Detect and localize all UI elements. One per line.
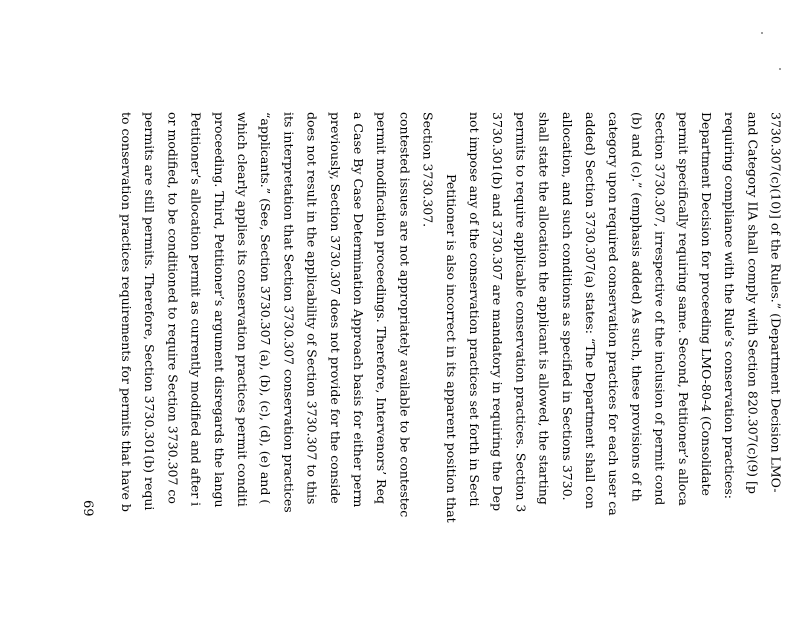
scan-speck (779, 68, 781, 70)
document-line: Department Decision for proceeding LMO-80-4 (Consolidate (699, 112, 714, 496)
document-line: allocation, and such conditions as specified in Sections 3730. (559, 112, 575, 501)
document-line: previously, Section 3730.307 does not provide for the conside (327, 112, 343, 504)
document-line: added) Section 3730.307(a) states: “The Department shall con (583, 112, 598, 509)
document-line: Section 3730.307. (420, 112, 436, 228)
document-line: “applicants.” (See, Section 3730.307 (a), (b), (c), (d), (e) and ( (258, 112, 274, 505)
document-line: permits are still permits. Therefore, Section 3730.301(b) requi (142, 112, 158, 511)
document-line: its interpretation that Section 3730.307 conservation practices (281, 112, 297, 513)
body-text-block (119, 112, 784, 523)
document-line: (b) and (c).” (emphasis added) As such, these provisions of th (629, 112, 645, 502)
document-line: requiring compliance with the Rule’s conservation practices: (722, 112, 738, 500)
document-line: contested issues are not appropriately available to be contestec (397, 112, 413, 518)
document-line: 3730.301(b) and 3730.307 are mandatory in requiring the Dep (490, 112, 506, 511)
document-line: and Category IIA shall comply with Section 820.307(c)(9) [p (745, 112, 761, 494)
document-line: or modified, to be conditioned to require Section 3730.307 co (165, 112, 181, 504)
document-line: which clearly applies its conservation practices permit conditi (235, 112, 250, 507)
document-line: a Case By Case Determination Approach basis for either perm (351, 112, 366, 508)
document-line: permit modification proceedings. Therefore, Intervenors’ Req (374, 112, 390, 504)
document-line: Section 3730.307, irrespective of the inclusion of permit cond (652, 112, 668, 506)
document-line: Petitioner’s allocation permit as currently modified and after i (188, 112, 204, 507)
document-line: permits to require applicable conservation practices. Section 3 (513, 112, 529, 513)
document-line: not impose any of the conservation practices set forth in Secti (467, 112, 482, 507)
document-line: does not result in the applicability of Section 3730.307 to this (304, 112, 320, 505)
scan-speck (761, 32, 763, 34)
document-line: permit specifically requiring same. Second, Petitioner’s alloca (675, 112, 691, 506)
document-line: 3730.307(c)(10)] of the Rules.” (Department Decision LMO- (768, 112, 784, 493)
document-line: category upon required conservation practices for each user ca (606, 112, 622, 516)
document-line: shall state the allocation the applicant is allowed, the starting (536, 112, 552, 505)
document-line: Petitioner is also incorrect in its apparent position that (443, 174, 459, 523)
document-line: to conservation practices requirements for permits that have b (119, 112, 134, 512)
page-number: 69 (80, 500, 95, 517)
document-line: proceeding. Third, Petitioner’s argument disregards the langu (211, 112, 227, 508)
